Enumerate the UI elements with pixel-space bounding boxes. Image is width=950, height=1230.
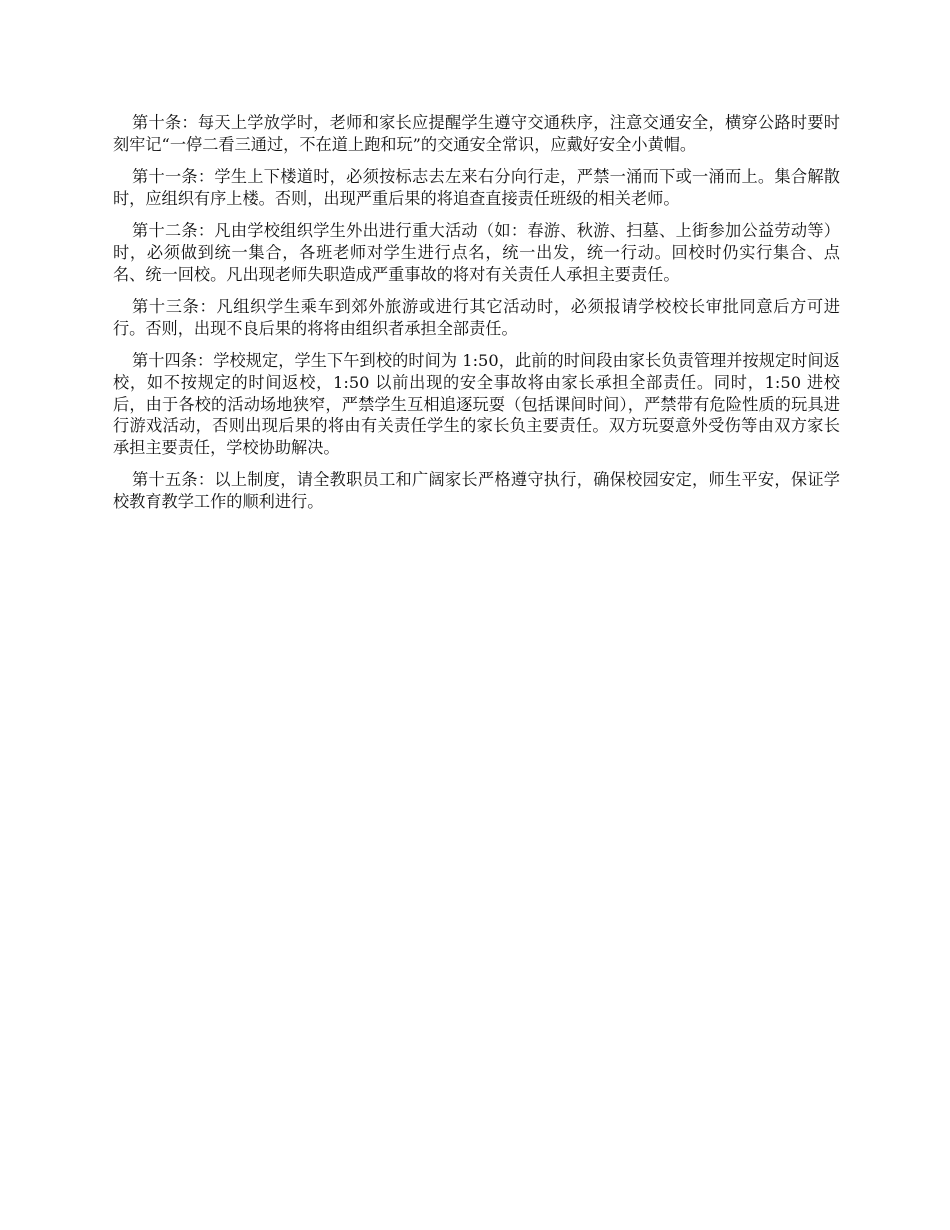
document-page [113, 112, 840, 524]
article-13-paragraph: 第十三条：凡组织学生乘车到郊外旅游或进行其它活动时，必须报请学校校长审批同意后方可进行。否则，出现不良后果的将将由组织者承担全部责任。 [113, 297, 840, 338]
article-12-paragraph: 第十二条：凡由学校组织学生外出进行重大活动（如：春游、秋游、扫墓、上街参加公益劳动等）时，必须做到统一集合，各班老师对学生进行点名，统一出发，统一行动。回校时仍实行集合、点名、统一回校。凡出现老师失职造成严重事故的将对有关责任人承担主要责任。 [113, 221, 840, 284]
article-15-paragraph: 第十五条：以上制度，请全教职员工和广阔家长严格遵守执行，确保校园安定，师生平安，保证学校教育教学工作的顺利进行。 [113, 470, 840, 511]
article-14-paragraph: 第十四条：学校规定，学生下午到校的时间为 1:50，此前的时间段由家长负责管理并按规定时间返校，如不按规定的时间返校，1:50 以前出现的安全事故将由家长承担全部责任。同时，1:50 进校后，由于各校的活动场地狭窄，严禁学生互相追逐玩耍（包括课间时间），严禁带有危险性质的玩具进行游戏活动，否则出现后果的将由有关责任学生的家长负主要责任。双方玩耍意外受伤等由双方家长承担主要责任，学校协助解决。 [113, 351, 840, 457]
article-10-paragraph: 第十条：每天上学放学时，老师和家长应提醒学生遵守交通秩序，注意交通安全，横穿公路时要时刻牢记“一停二看三通过，不在道上跑和玩”的交通安全常识，应戴好安全小黄帽。 [113, 113, 840, 154]
article-11-paragraph: 第十一条：学生上下楼道时，必须按标志去左来右分向行走，严禁一涌而下或一涌而上。集合解散时，应组织有序上楼。否则，出现严重后果的将追查直接责任班级的相关老师。 [113, 167, 840, 208]
